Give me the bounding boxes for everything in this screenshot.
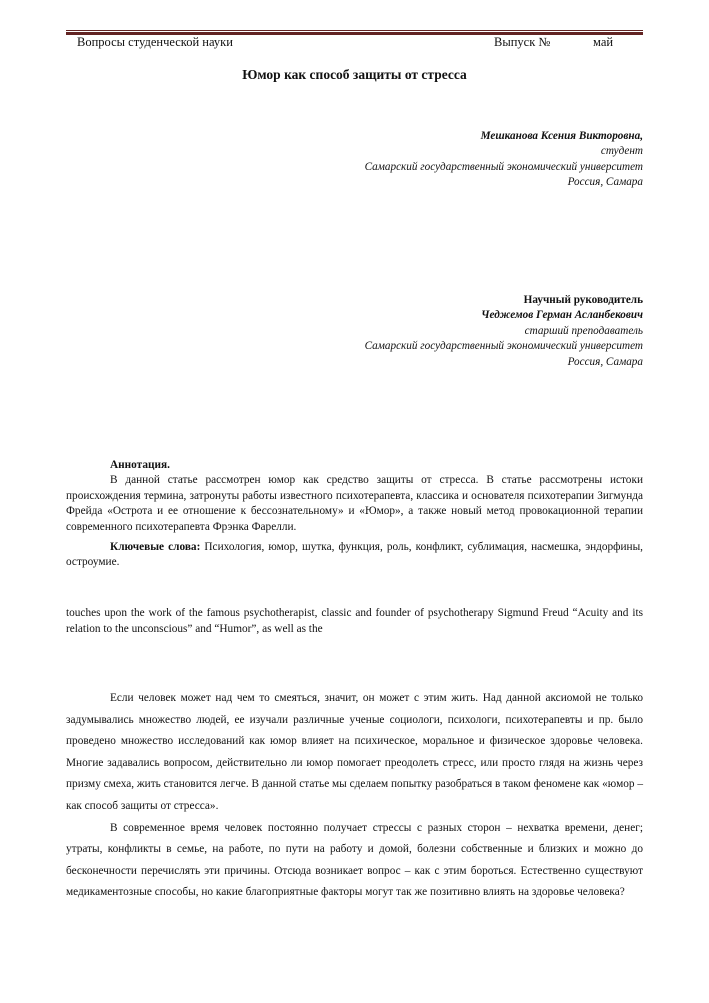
keywords-label: Ключевые слова: [110,541,201,553]
english-abstract-fragment: touches upon the work of the famous psychotherapist, classic and founder of psychotherapy Sigmund Freud “Acuity and its relation to the unconscious” and “Humor”, as well as the [66,607,643,635]
author-location: Россия, Самара [567,176,643,189]
supervisor-heading: Научный руководитель [523,294,643,306]
supervisor-name: Чеджемов Герман Асланбекович [481,309,643,322]
running-head-issue: Выпуск № [494,35,551,49]
running-head-journal: Вопросы студенческой науки [77,35,233,49]
supervisor-block [365,293,643,370]
author-affiliation: Самарский государственный экономический университет [364,160,643,173]
header-rule-thin [66,30,643,31]
abstract-text: В данной статье рассмотрен юмор как средство защиты от стресса. В статье рассмотрены истоки происхождения термина, затронуты работы известного психотерапевта, классика и основателя психотерапии Зигмунда Фрейда «Острота и ее отношение к бессознательному» и «Юмор», а также новый метод провокационной терапии современного психотерапевта Фрэнка Фарелли. [66,474,643,533]
supervisor-role: старший преподаватель [524,324,643,337]
running-head-month: май [593,35,614,49]
abstract-section [66,458,643,535]
author-name: Мешканова Ксения Викторовна, [480,130,643,142]
supervisor-affiliation: Самарский государственный экономический университет [364,340,643,353]
article-body [66,688,643,904]
keywords-paragraph [66,540,643,571]
supervisor-location: Россия, Самара [567,355,643,368]
author-role: студент [600,145,643,158]
body-paragraph: Если человек может над чем то смеяться, значит, он может с этим жить. Над данной аксиомой не только задумывались множество людей, ее изучали различные ученые социологи, психологи, психотерапевты и пр. было проведено множество исследований как юмор влияет на психическое, моральное и физическое здоровье человека. Многие задавались вопросом, действительно ли юмор помогает преодолеть стресс, или просто глядя на жизнь через призму смеха, жить становится легче. В данной статье мы сделаем попытку разобраться в таком феномене как «юмор – как способ защиты от стресса». [66,692,643,812]
abstract-heading: Аннотация. [110,459,170,471]
body-paragraph: В современное время человек постоянно получает стрессы с разных сторон – нехватка времени, денег; утраты, конфликты в семье, на работе, по пути на работу и домой, болезни собственные и близких и можно до бесконечности перечислять эти причины. Отсюда возникает вопрос – как с этим бороться. Естественно существуют медикаментозные способы, но какие благоприятные факторы могут так же позитивно влиять на здоровье человека? [66,821,643,899]
article-title: Юмор как способ защиты от стресса [242,67,467,82]
keywords-text: Психология, юмор, шутка, функция, роль, конфликт, сублимация, насмешка, эндорфины, остроумие. [66,541,643,569]
keywords-section [66,540,643,571]
author-block [365,129,643,191]
